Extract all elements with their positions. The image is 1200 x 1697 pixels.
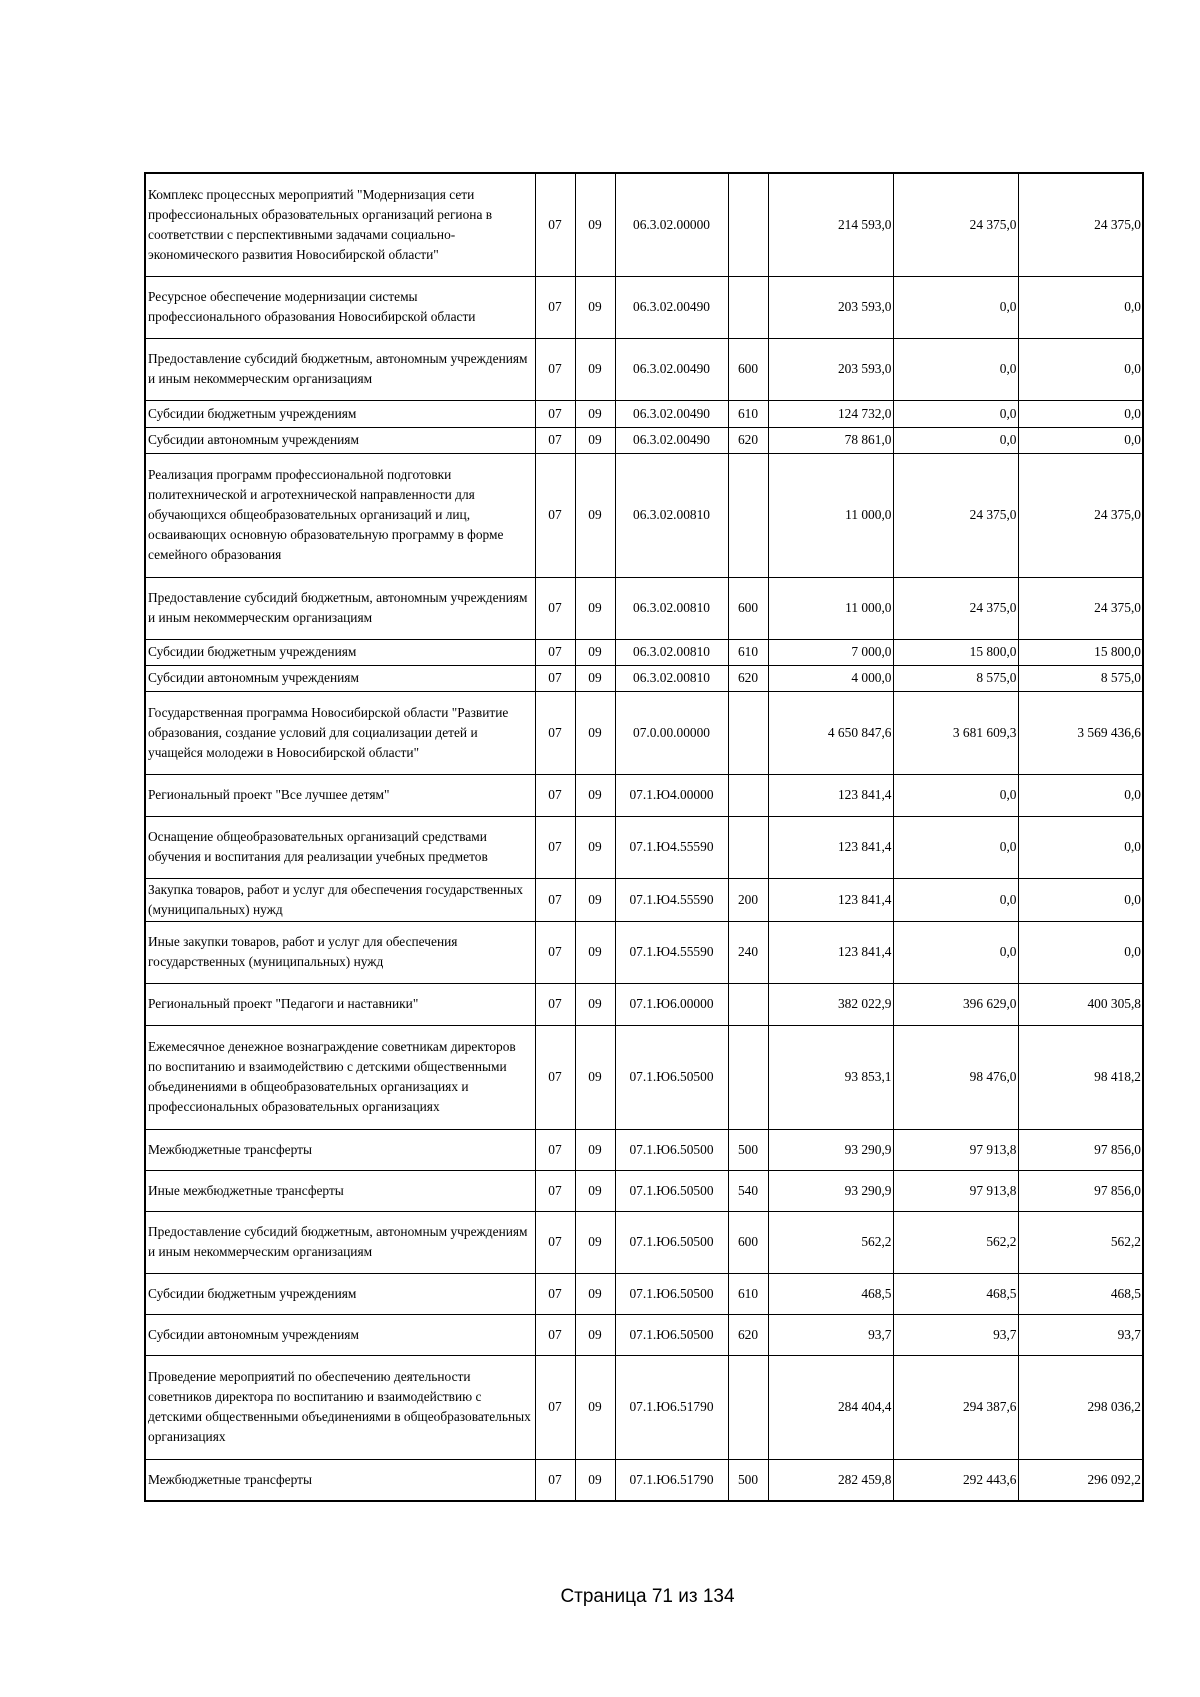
cell-target-article: 07.1.Ю6.50500 [615, 1170, 728, 1211]
cell-amount-1: 468,5 [768, 1273, 893, 1314]
cell-subsection: 09 [575, 921, 615, 983]
cell-subsection: 09 [575, 878, 615, 921]
cell-expense-type: 620 [728, 665, 768, 691]
page-number: Страница 71 из 134 [560, 1586, 735, 1607]
cell-expense-type [728, 1355, 768, 1459]
cell-amount-3: 24 375,0 [1018, 453, 1143, 577]
cell-target-article: 07.1.Ю6.51790 [615, 1355, 728, 1459]
cell-name: Проведение мероприятий по обеспечению деятельности советников директора по воспитанию и взаимодействию с детскими общественными объединениями в общеобразовательных организациях [145, 1355, 535, 1459]
table-row [145, 816, 1143, 878]
cell-subsection: 09 [575, 427, 615, 453]
cell-expense-type: 240 [728, 921, 768, 983]
cell-amount-2: 396 629,0 [893, 983, 1018, 1025]
cell-amount-2: 562,2 [893, 1211, 1018, 1273]
cell-subsection: 09 [575, 276, 615, 338]
cell-name: Ресурсное обеспечение модернизации системы профессионального образования Новосибирской области [145, 276, 535, 338]
cell-amount-3: 0,0 [1018, 427, 1143, 453]
cell-amount-1: 93 853,1 [768, 1025, 893, 1129]
cell-target-article: 07.1.Ю6.50500 [615, 1025, 728, 1129]
cell-name: Предоставление субсидий бюджетным, автономным учреждениям и иным некоммерческим организациям [145, 577, 535, 639]
cell-amount-3: 24 375,0 [1018, 173, 1143, 276]
cell-amount-3: 0,0 [1018, 338, 1143, 400]
table-row [145, 1355, 1143, 1459]
table-row [145, 427, 1143, 453]
cell-subsection: 09 [575, 983, 615, 1025]
cell-expense-type: 500 [728, 1459, 768, 1501]
cell-name: Субсидии бюджетным учреждениям [145, 639, 535, 665]
cell-name: Субсидии автономным учреждениям [145, 1314, 535, 1355]
cell-target-article: 07.1.Ю6.50500 [615, 1314, 728, 1355]
table-row [145, 453, 1143, 577]
cell-amount-1: 284 404,4 [768, 1355, 893, 1459]
cell-amount-3: 0,0 [1018, 400, 1143, 427]
cell-section: 07 [535, 1211, 575, 1273]
cell-name: Предоставление субсидий бюджетным, автономным учреждениям и иным некоммерческим организациям [145, 1211, 535, 1273]
table-row [145, 1025, 1143, 1129]
cell-expense-type [728, 691, 768, 774]
cell-expense-type [728, 983, 768, 1025]
cell-target-article: 07.1.Ю4.00000 [615, 774, 728, 816]
cell-subsection: 09 [575, 1025, 615, 1129]
cell-name: Комплекс процессных мероприятий "Модернизация сети профессиональных образовательных организаций региона в соответствии с перспективными задачами социально-экономического развития Новосибирской области" [145, 173, 535, 276]
cell-name: Региональный проект "Все лучшее детям" [145, 774, 535, 816]
cell-section: 07 [535, 338, 575, 400]
cell-amount-1: 123 841,4 [768, 816, 893, 878]
cell-subsection: 09 [575, 400, 615, 427]
cell-amount-2: 0,0 [893, 921, 1018, 983]
cell-section: 07 [535, 1273, 575, 1314]
cell-amount-3: 296 092,2 [1018, 1459, 1143, 1501]
cell-amount-2: 0,0 [893, 427, 1018, 453]
cell-section: 07 [535, 921, 575, 983]
cell-section: 07 [535, 878, 575, 921]
table-row [145, 1129, 1143, 1170]
cell-target-article: 06.3.02.00810 [615, 665, 728, 691]
table-row [145, 1211, 1143, 1273]
cell-expense-type [728, 173, 768, 276]
cell-amount-2: 97 913,8 [893, 1129, 1018, 1170]
cell-name: Субсидии автономным учреждениям [145, 665, 535, 691]
cell-subsection: 09 [575, 1355, 615, 1459]
cell-amount-2: 468,5 [893, 1273, 1018, 1314]
cell-section: 07 [535, 1170, 575, 1211]
cell-amount-1: 203 593,0 [768, 338, 893, 400]
cell-subsection: 09 [575, 577, 615, 639]
cell-target-article: 06.3.02.00000 [615, 173, 728, 276]
cell-amount-3: 3 569 436,6 [1018, 691, 1143, 774]
cell-amount-2: 15 800,0 [893, 639, 1018, 665]
cell-expense-type: 620 [728, 1314, 768, 1355]
cell-subsection: 09 [575, 639, 615, 665]
cell-amount-2: 0,0 [893, 816, 1018, 878]
cell-amount-1: 93 290,9 [768, 1170, 893, 1211]
cell-amount-1: 214 593,0 [768, 173, 893, 276]
cell-subsection: 09 [575, 1273, 615, 1314]
cell-expense-type: 610 [728, 1273, 768, 1314]
cell-amount-2: 24 375,0 [893, 577, 1018, 639]
cell-amount-3: 468,5 [1018, 1273, 1143, 1314]
cell-expense-type: 600 [728, 1211, 768, 1273]
table-row [145, 774, 1143, 816]
cell-expense-type: 610 [728, 400, 768, 427]
cell-amount-1: 4 000,0 [768, 665, 893, 691]
cell-amount-3: 8 575,0 [1018, 665, 1143, 691]
table-row [145, 577, 1143, 639]
cell-name: Ежемесячное денежное вознаграждение советникам директоров по воспитанию и взаимодействию с детскими общественными объединениями в общеобразовательных организациях и профессиональных образовательных организациях [145, 1025, 535, 1129]
cell-expense-type: 540 [728, 1170, 768, 1211]
table-row [145, 400, 1143, 427]
cell-subsection: 09 [575, 816, 615, 878]
table-row [145, 338, 1143, 400]
cell-subsection: 09 [575, 1211, 615, 1273]
table-row [145, 276, 1143, 338]
cell-section: 07 [535, 577, 575, 639]
cell-amount-1: 124 732,0 [768, 400, 893, 427]
cell-name: Закупка товаров, работ и услуг для обеспечения государственных (муниципальных) нужд [145, 878, 535, 921]
cell-subsection: 09 [575, 173, 615, 276]
cell-section: 07 [535, 983, 575, 1025]
cell-amount-3: 298 036,2 [1018, 1355, 1143, 1459]
cell-expense-type: 610 [728, 639, 768, 665]
cell-section: 07 [535, 691, 575, 774]
cell-target-article: 06.3.02.00490 [615, 338, 728, 400]
table-row [145, 1314, 1143, 1355]
cell-amount-3: 0,0 [1018, 921, 1143, 983]
cell-target-article: 06.3.02.00490 [615, 427, 728, 453]
table-body [145, 173, 1143, 1501]
cell-amount-1: 382 022,9 [768, 983, 893, 1025]
cell-name: Государственная программа Новосибирской области "Развитие образования, создание условий для социализации детей и учащейся молодежи в Новосибирской области" [145, 691, 535, 774]
cell-subsection: 09 [575, 1170, 615, 1211]
cell-target-article: 06.3.02.00810 [615, 577, 728, 639]
cell-section: 07 [535, 774, 575, 816]
cell-expense-type: 600 [728, 577, 768, 639]
cell-section: 07 [535, 427, 575, 453]
cell-name: Иные закупки товаров, работ и услуг для обеспечения государственных (муниципальных) нужд [145, 921, 535, 983]
cell-amount-2: 0,0 [893, 276, 1018, 338]
table-row [145, 173, 1143, 276]
cell-amount-1: 562,2 [768, 1211, 893, 1273]
cell-name: Оснащение общеобразовательных организаций средствами обучения и воспитания для реализации учебных предметов [145, 816, 535, 878]
cell-amount-1: 7 000,0 [768, 639, 893, 665]
cell-name: Реализация программ профессиональной подготовки политехнической и агротехнической направленности для обучающихся общеобразовательных организаций и лиц, осваивающих основную образовательную программу в форме семейного образования [145, 453, 535, 577]
cell-amount-2: 0,0 [893, 774, 1018, 816]
cell-amount-2: 0,0 [893, 400, 1018, 427]
cell-section: 07 [535, 400, 575, 427]
cell-amount-2: 3 681 609,3 [893, 691, 1018, 774]
cell-amount-3: 97 856,0 [1018, 1170, 1143, 1211]
cell-subsection: 09 [575, 338, 615, 400]
cell-section: 07 [535, 1025, 575, 1129]
cell-amount-2: 98 476,0 [893, 1025, 1018, 1129]
cell-amount-3: 97 856,0 [1018, 1129, 1143, 1170]
table-row [145, 1459, 1143, 1501]
cell-name: Межбюджетные трансферты [145, 1129, 535, 1170]
cell-subsection: 09 [575, 774, 615, 816]
cell-expense-type: 200 [728, 878, 768, 921]
cell-target-article: 07.1.Ю4.55590 [615, 921, 728, 983]
cell-expense-type [728, 774, 768, 816]
cell-section: 07 [535, 1129, 575, 1170]
cell-name: Субсидии автономным учреждениям [145, 427, 535, 453]
cell-name: Региональный проект "Педагоги и наставники" [145, 983, 535, 1025]
cell-amount-3: 0,0 [1018, 276, 1143, 338]
table-row [145, 639, 1143, 665]
cell-amount-1: 203 593,0 [768, 276, 893, 338]
cell-amount-2: 292 443,6 [893, 1459, 1018, 1501]
cell-expense-type [728, 276, 768, 338]
cell-amount-3: 0,0 [1018, 816, 1143, 878]
cell-name: Межбюджетные трансферты [145, 1459, 535, 1501]
cell-amount-3: 24 375,0 [1018, 577, 1143, 639]
cell-expense-type: 600 [728, 338, 768, 400]
table-row [145, 665, 1143, 691]
cell-expense-type [728, 816, 768, 878]
cell-amount-1: 11 000,0 [768, 453, 893, 577]
cell-target-article: 06.3.02.00490 [615, 276, 728, 338]
cell-section: 07 [535, 453, 575, 577]
cell-target-article: 07.1.Ю6.50500 [615, 1273, 728, 1314]
cell-section: 07 [535, 173, 575, 276]
cell-name: Субсидии бюджетным учреждениям [145, 1273, 535, 1314]
cell-amount-3: 98 418,2 [1018, 1025, 1143, 1129]
cell-target-article: 06.3.02.00810 [615, 639, 728, 665]
cell-target-article: 07.1.Ю4.55590 [615, 816, 728, 878]
table-row [145, 1170, 1143, 1211]
table-row [145, 983, 1143, 1025]
cell-amount-3: 0,0 [1018, 774, 1143, 816]
cell-subsection: 09 [575, 665, 615, 691]
cell-section: 07 [535, 639, 575, 665]
cell-amount-1: 282 459,8 [768, 1459, 893, 1501]
cell-amount-1: 123 841,4 [768, 774, 893, 816]
cell-target-article: 06.3.02.00810 [615, 453, 728, 577]
cell-target-article: 07.1.Ю4.55590 [615, 878, 728, 921]
cell-amount-3: 400 305,8 [1018, 983, 1143, 1025]
cell-section: 07 [535, 1314, 575, 1355]
cell-amount-1: 78 861,0 [768, 427, 893, 453]
cell-subsection: 09 [575, 1459, 615, 1501]
cell-amount-1: 11 000,0 [768, 577, 893, 639]
cell-amount-3: 562,2 [1018, 1211, 1143, 1273]
cell-section: 07 [535, 665, 575, 691]
cell-amount-2: 97 913,8 [893, 1170, 1018, 1211]
cell-target-article: 07.1.Ю6.00000 [615, 983, 728, 1025]
cell-section: 07 [535, 1459, 575, 1501]
cell-amount-1: 123 841,4 [768, 921, 893, 983]
cell-section: 07 [535, 1355, 575, 1459]
cell-expense-type: 500 [728, 1129, 768, 1170]
cell-target-article: 06.3.02.00490 [615, 400, 728, 427]
cell-amount-2: 93,7 [893, 1314, 1018, 1355]
budget-table [144, 172, 1144, 1502]
cell-amount-3: 15 800,0 [1018, 639, 1143, 665]
table-row [145, 878, 1143, 921]
cell-name: Предоставление субсидий бюджетным, автономным учреждениям и иным некоммерческим организациям [145, 338, 535, 400]
cell-expense-type: 620 [728, 427, 768, 453]
cell-name: Иные межбюджетные трансферты [145, 1170, 535, 1211]
cell-expense-type [728, 453, 768, 577]
cell-subsection: 09 [575, 1129, 615, 1170]
cell-section: 07 [535, 816, 575, 878]
cell-target-article: 07.1.Ю6.50500 [615, 1129, 728, 1170]
cell-target-article: 07.1.Ю6.51790 [615, 1459, 728, 1501]
cell-amount-2: 0,0 [893, 878, 1018, 921]
cell-target-article: 07.0.00.00000 [615, 691, 728, 774]
cell-target-article: 07.1.Ю6.50500 [615, 1211, 728, 1273]
cell-amount-2: 24 375,0 [893, 453, 1018, 577]
cell-amount-2: 0,0 [893, 338, 1018, 400]
cell-amount-1: 123 841,4 [768, 878, 893, 921]
cell-subsection: 09 [575, 453, 615, 577]
cell-name: Субсидии бюджетным учреждениям [145, 400, 535, 427]
cell-expense-type [728, 1025, 768, 1129]
cell-amount-3: 0,0 [1018, 878, 1143, 921]
cell-section: 07 [535, 276, 575, 338]
table-row [145, 921, 1143, 983]
cell-amount-1: 93,7 [768, 1314, 893, 1355]
cell-amount-1: 4 650 847,6 [768, 691, 893, 774]
table-row [145, 691, 1143, 774]
cell-subsection: 09 [575, 1314, 615, 1355]
cell-amount-2: 8 575,0 [893, 665, 1018, 691]
cell-amount-1: 93 290,9 [768, 1129, 893, 1170]
cell-amount-2: 24 375,0 [893, 173, 1018, 276]
table-row [145, 1273, 1143, 1314]
cell-subsection: 09 [575, 691, 615, 774]
cell-amount-2: 294 387,6 [893, 1355, 1018, 1459]
cell-amount-3: 93,7 [1018, 1314, 1143, 1355]
